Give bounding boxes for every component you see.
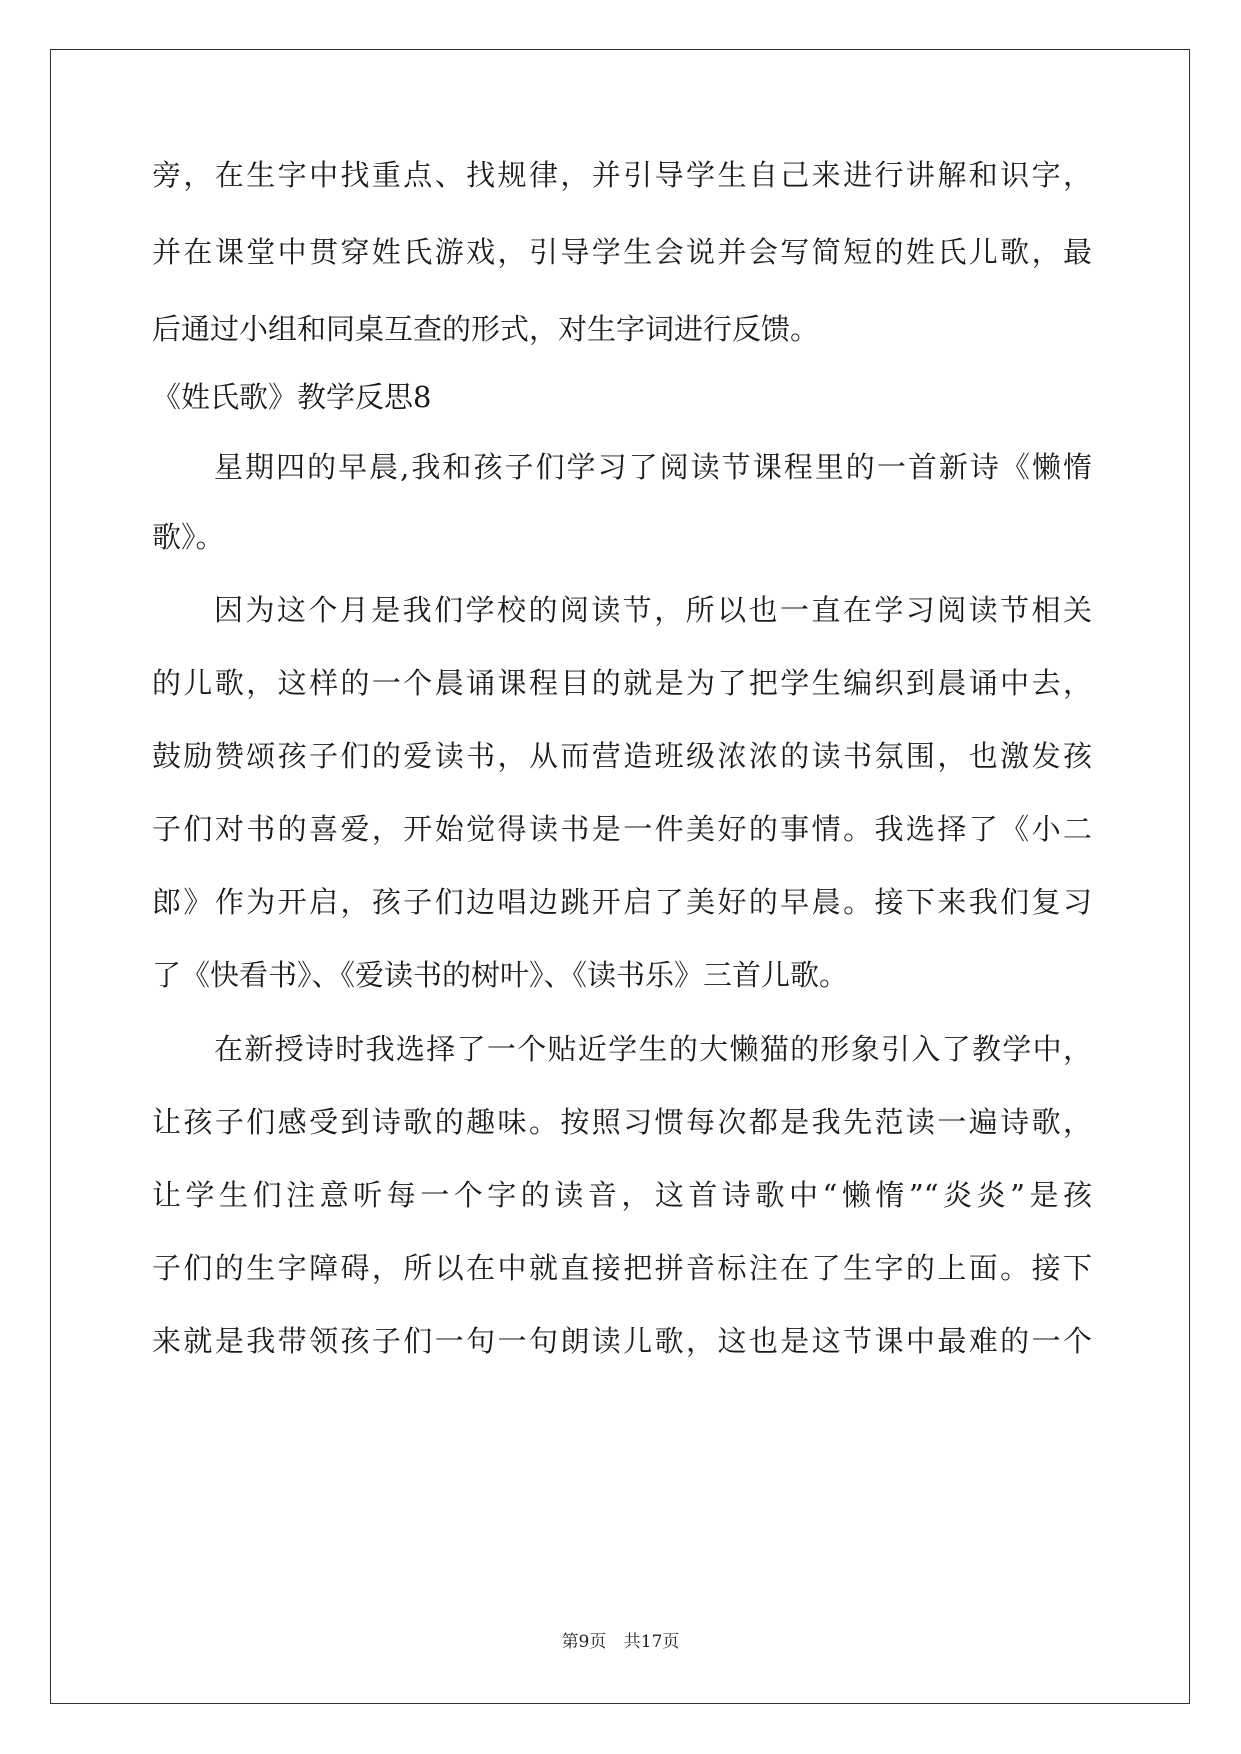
paragraph-line: 了《快看书》、《爱读书的树叶》、《读书乐》三首儿歌。 <box>152 958 849 992</box>
paragraph-line: 在新授诗时我选择了一个贴近学生的大懒猫的形象引入了教学中， <box>214 1032 1092 1066</box>
page-total: 共17页 <box>623 1632 680 1652</box>
paragraph-line: 歌》。 <box>152 520 225 554</box>
paragraph-line: 鼓励赞颂孩子们的爱读书，从而营造班级浓浓的读书氛围，也激发孩 <box>152 739 1092 773</box>
paragraph-line: 因为这个月是我们学校的阅读节，所以也一直在学习阅读节相关 <box>214 593 1092 627</box>
page-border <box>50 49 1190 1704</box>
paragraph-line: 子们的生字障碍，所以在中就直接把拼音标注在了生字的上面。接下 <box>152 1251 1092 1285</box>
paragraph-line: 旁，在生字中找重点、找规律，并引导学生自己来进行讲解和识字， <box>152 158 1092 192</box>
paragraph-line: 的儿歌，这样的一个晨诵课程目的就是为了把学生编织到晨诵中去， <box>152 666 1092 700</box>
paragraph-line: 子们对书的喜爱，开始觉得读书是一件美好的事情。我选择了《小二 <box>152 812 1092 846</box>
paragraph-line: 星期四的早晨,我和孩子们学习了阅读节课程里的一首新诗《懒惰 <box>214 450 1092 484</box>
page-number: 第9页 <box>561 1632 607 1652</box>
paragraph-line: 郎》作为开启，孩子们边唱边跳开启了美好的早晨。接下来我们复习 <box>152 885 1092 919</box>
paragraph-line: 来就是我带领孩子们一句一句朗读儿歌，这也是这节课中最难的一个 <box>152 1324 1092 1358</box>
page-footer <box>0 1630 1241 1654</box>
paragraph-line: 后通过小组和同桌互查的形式，对生字词进行反馈。 <box>152 312 820 346</box>
paragraph-line: 让学生们注意听每一个字的读音，这首诗歌中“懒惰”“炎炎”是孩 <box>152 1178 1092 1212</box>
section-heading: 《姓氏歌》教学反思8 <box>152 380 432 414</box>
paragraph-line: 让孩子们感受到诗歌的趣味。按照习惯每次都是我先范读一遍诗歌， <box>152 1105 1092 1139</box>
paragraph-line: 并在课堂中贯穿姓氏游戏，引导学生会说并会写简短的姓氏儿歌，最 <box>152 235 1092 269</box>
